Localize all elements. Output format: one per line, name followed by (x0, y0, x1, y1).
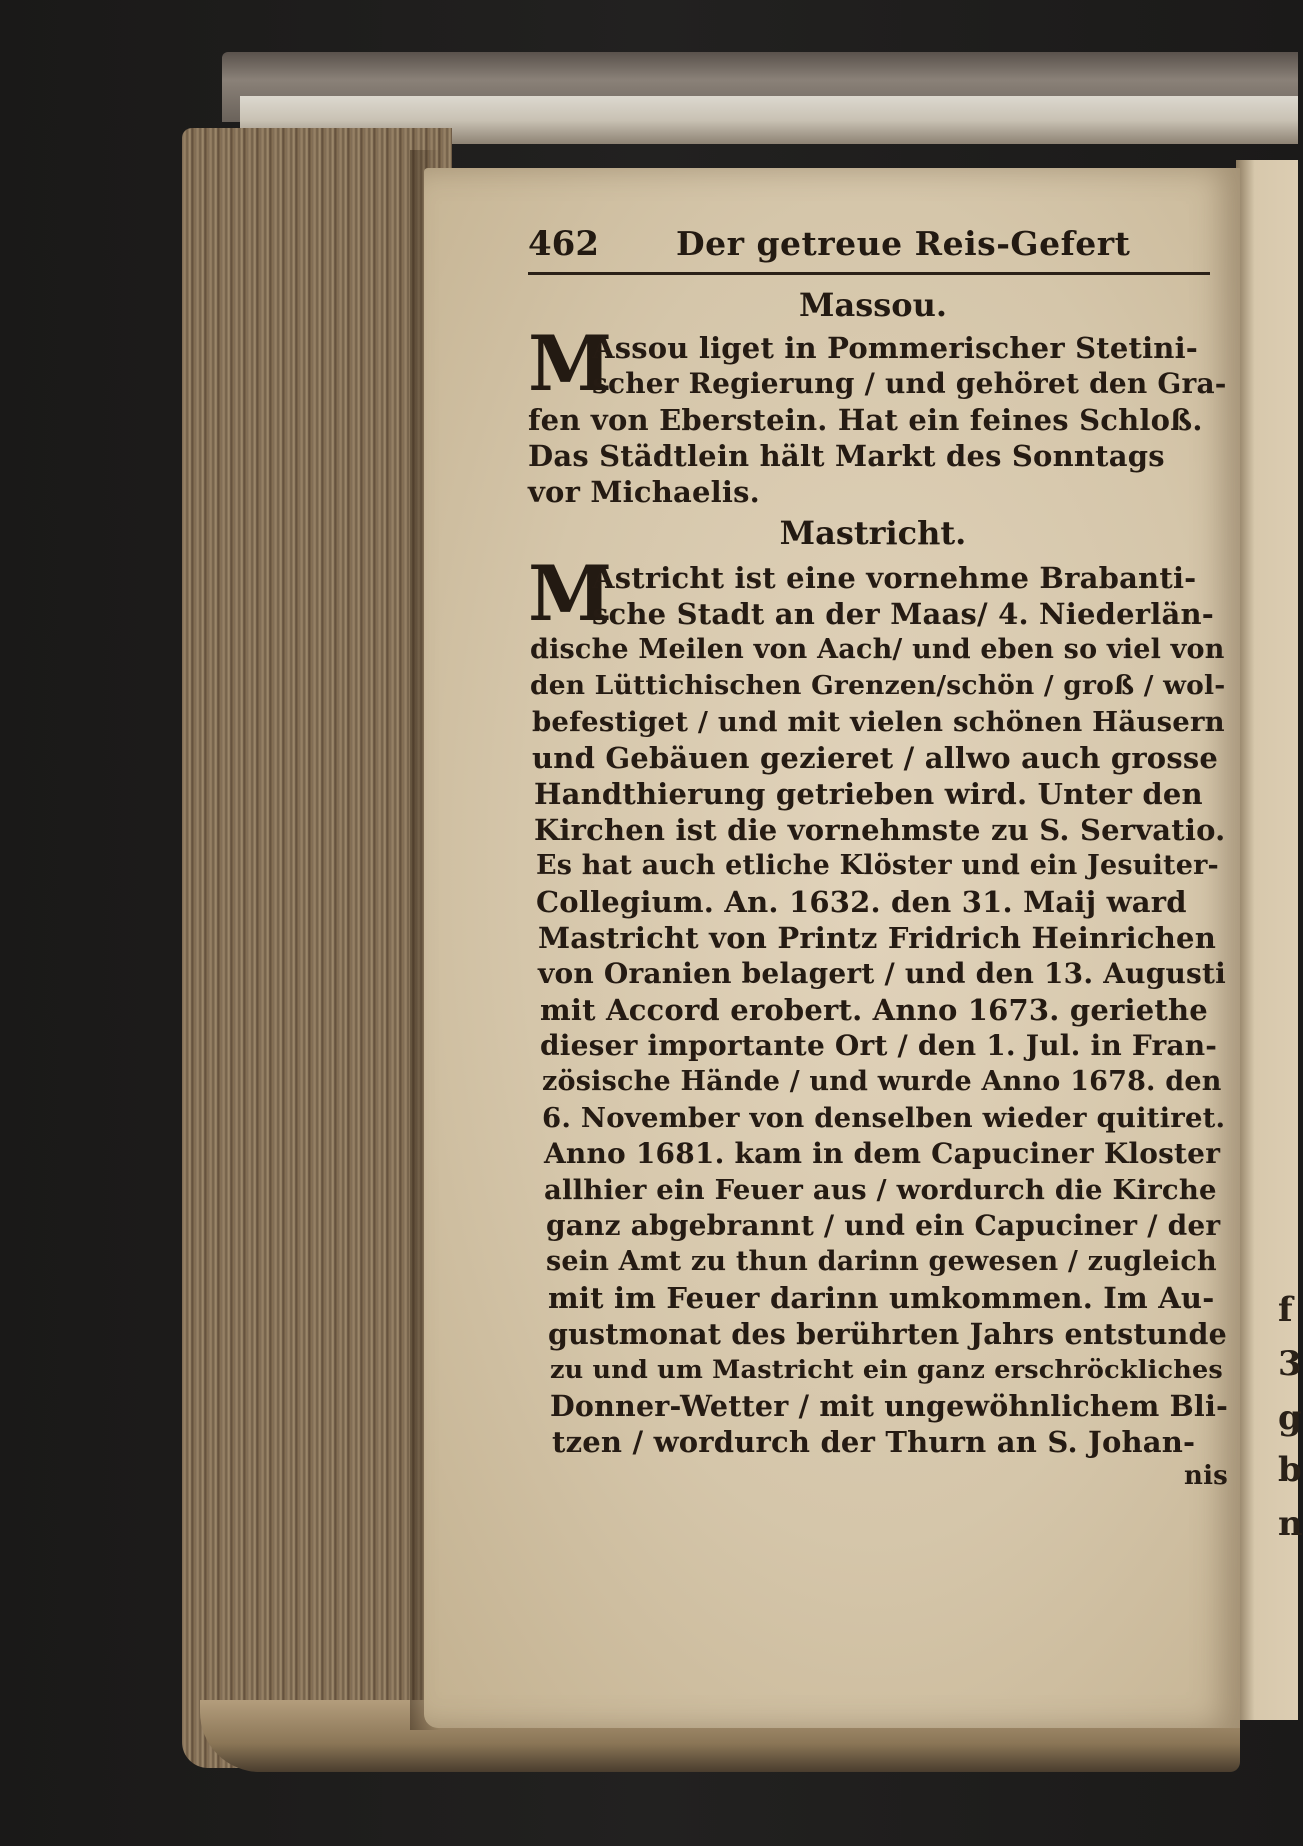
text-line: allhier ein Feuer aus / wordurch die Kirche (544, 1174, 1217, 1206)
text-line: Astricht ist eine vornehme Brabanti- (592, 561, 1197, 595)
text-line: Handthierung getrieben wird. Unter den (534, 777, 1203, 811)
text-line: und Gebäuen gezieret / allwo auch grosse (532, 741, 1219, 775)
text-line: den Lüttichischen Grenzen/schön / groß / wol- (530, 670, 1226, 701)
text-line: dieser importante Ort / den 1. Jul. in Fran- (540, 1029, 1218, 1062)
text-line: 6. November von denselben wieder quitiret. (542, 1102, 1226, 1134)
text-line: mit im Feuer darinn umkommen. Im Au- (548, 1281, 1215, 1315)
text-line: tzen / wordurch der Thurn an S. Johan- (552, 1425, 1196, 1459)
facing-page-fragment: b (1278, 1450, 1302, 1490)
facing-page-fragment: 3 (1278, 1344, 1302, 1384)
text-line: vor Michaelis. (528, 475, 760, 509)
dropcap: M (528, 549, 613, 638)
dropcap: M (528, 319, 613, 408)
facing-page (1236, 160, 1303, 1720)
text-line: befestiget / und mit vielen schönen Häusern (532, 706, 1225, 738)
header-rule (528, 272, 1210, 275)
text-line: zösische Hände / und wurde Anno 1678. den (542, 1066, 1222, 1097)
text-line: Collegium. An. 1632. den 31. Maij ward (536, 885, 1187, 919)
text-line: Donner-Wetter / mit ungewöhnlichem Bli- (550, 1389, 1228, 1423)
text-line: sche Stadt an der Maas/ 4. Niederlän- (592, 597, 1214, 631)
text-line: fen von Eberstein. Hat ein feines Schloß. (528, 403, 1203, 437)
facing-page-fragment: g (1278, 1398, 1302, 1438)
text-line: Kirchen ist die vornehmste zu S. Servatio. (534, 813, 1226, 847)
text-line: gustmonat des berührten Jahrs entstunde (548, 1317, 1227, 1351)
text-line: Assou liget in Pommerischer Stetini- (592, 331, 1199, 365)
facing-page-fragment: n (1278, 1504, 1303, 1544)
page-number: 462 (528, 224, 599, 264)
text-line: mit Accord erobert. Anno 1673. geriethe (540, 993, 1208, 1027)
text-line: Anno 1681. kam in dem Capuciner Kloster (544, 1137, 1221, 1170)
text-line: zu und um Mastricht ein ganz erschröckliches (550, 1355, 1223, 1385)
text-line: von Oranien belagert / und den 13. Augusti (538, 957, 1226, 990)
facing-page-fragment: f (1278, 1290, 1293, 1330)
text-line: Es hat auch etliche Klöster und ein Jesuiter- (536, 850, 1219, 881)
text-line: Mastricht von Printz Fridrich Heinrichen (538, 921, 1216, 955)
entry-title-mastricht: Mastricht. (779, 514, 967, 552)
entry-title-massou: Massou. (799, 286, 947, 324)
text-line: dische Meilen von Aach/ und eben so viel von (530, 634, 1225, 665)
text-line: scher Regierung / und gehöret den Gra- (592, 367, 1227, 400)
text-line: ganz abgebrannt / und ein Capuciner / der (546, 1209, 1221, 1242)
text-line: Das Städtlein hält Markt des Sonntags (528, 439, 1165, 473)
catchword: nis (1184, 1461, 1229, 1491)
running-title: Der getreue Reis-Gefert (676, 224, 1131, 263)
book-page (424, 168, 1240, 1728)
text-line: sein Amt zu thun darinn gewesen / zugleich (546, 1246, 1217, 1277)
